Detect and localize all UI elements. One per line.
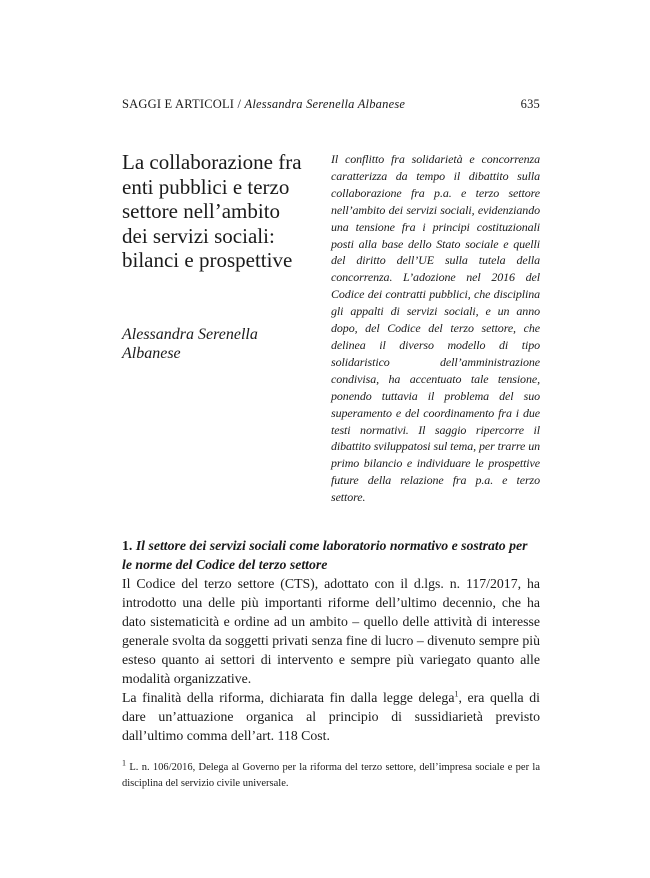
header-section: SAGGI E ARTICOLI	[122, 97, 235, 111]
running-header	[122, 97, 540, 112]
footnote-text: L. n. 106/2016, Delega al Governo per la riforma del terzo settore, dell’impresa sociale e per la disciplina del servizio civile universale.	[122, 762, 540, 789]
section-number: 1.	[122, 538, 133, 553]
article-abstract: Il conflitto fra solidarietà e concorrenza caratterizza da tempo il dibattito sulla collaborazione fra p.a. e terzo settore nell’ambito dei servizi sociali, evidenziando una tensione fra i principi costituzionali posti alla base dello Stato sociale e quelli del diritto dell’UE sulla tutela della concorrenza. L’adozione nel 2016 del Codice dei contratti pubblici, che disciplina gli appalti di servizi sociali, e un anno dopo, del Codice del terzo settore, che delinea il diverso modello di tipo solidaristico dell’amministrazione condivisa, ha accentuato tale tensione, ponendo tuttavia il problema del suo superamento e del coordinamento fra i due testi normativi. Il saggio ripercorre il dibattito sviluppatosi sul tema, per trarre un primo bilancio e individuare le prospettive future della relazione fra p.a. e terzo settore.	[331, 152, 540, 505]
footnote-reference: 1	[454, 689, 459, 699]
header-separator: /	[234, 97, 245, 111]
header-author: Alessandra Serenella Albanese	[244, 97, 406, 111]
footnote-marker: 1	[122, 758, 126, 768]
section-title: Il settore dei servizi sociali come laboratorio normativo e sostrato per le norme del Codice del terzo settore	[122, 538, 528, 572]
page-number: 635	[520, 97, 540, 111]
paragraph-2	[122, 688, 540, 745]
paragraph-2-text-a: La finalità della riforma, dichiarata fin dalla legge delega	[122, 690, 455, 705]
article-author: Alessandra Serenella Albanese	[122, 326, 258, 362]
footnote	[122, 760, 540, 791]
body-text	[122, 574, 540, 745]
paragraph-1: Il Codice del terzo settore (CTS), adottato con il d.lgs. n. 117/2017, ha introdotto una delle più importanti riforme dell’ultimo decennio, che ha dato sistematicità e ordine ad un ambito – quello delle attività di interesse generale svolta da soggetti privati senza fine di lucro – divenuto sempre più esteso quanto ai settori di intervento e sempre più variegato quanto alle modalità organizzative.	[122, 576, 540, 686]
paragraph-2-text-b: , era quella di dare un’attuazione organica al principio di sussidiarietà previsto dall’ultimo comma dell’art. 118 Cost.	[122, 690, 540, 743]
article-title: La collaborazione fra enti pubblici e terzo settore nell’ambito dei servizi sociali: bilanci e prospettive	[122, 150, 302, 272]
section-heading	[122, 536, 540, 574]
